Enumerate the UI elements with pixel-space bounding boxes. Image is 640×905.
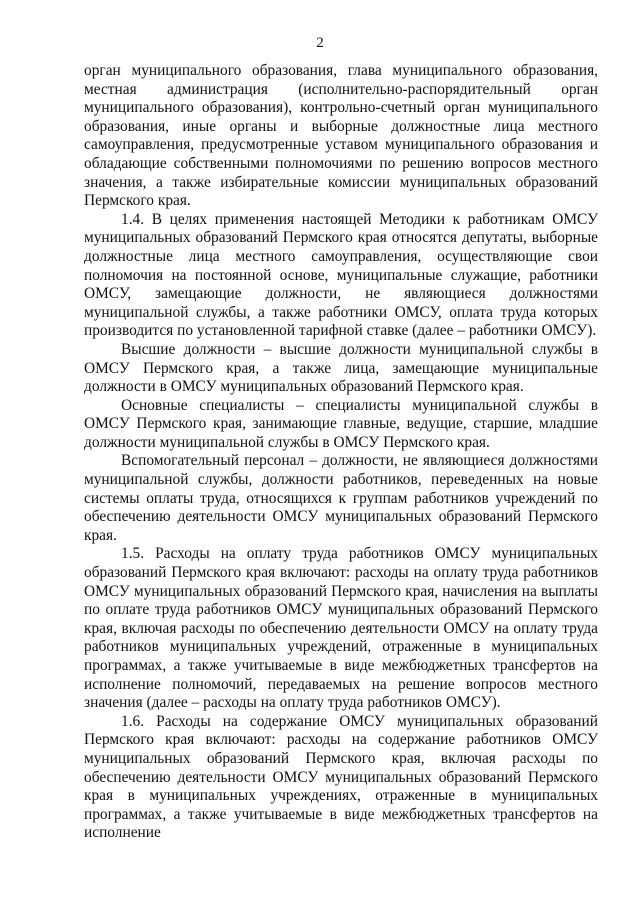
paragraph-1-6: 1.6. Расходы на содержание ОМСУ муниципальных образований Пермского края включают: расходы на содержание работников ОМСУ муниципальных образований Пермского края, включая расходы по обеспечению деятельности ОМСУ муниципальных образований Пермского края в муниципальных учреждениях, отраженные в муниципальных программах, а также учитываемые в виде межбюджетных трансфертов на исполнение bbox=[84, 712, 598, 842]
paragraph-1-4: 1.4. В целях применения настоящей Методики к работникам ОМСУ муниципальных образований Пермского края относятся депутаты, выборные должностные лица местного самоуправления, осуществляющие свои полномочия на постоянной основе, муниципальные служащие, работники ОМСУ, замещающие должности, не являющиеся должностями муниципальной службы, а также работники ОМСУ, оплата труда которых производится по установленной тарифной ставке (далее – работники ОМСУ). bbox=[84, 210, 598, 340]
page-number: 2 bbox=[316, 35, 324, 51]
paragraph-main-specialists: Основные специалисты – специалисты муниципальной службы в ОМСУ Пермского края, занимающие главные, ведущие, старшие, младшие должности муниципальной службы в ОМСУ Пермского края. bbox=[84, 396, 598, 451]
paragraph-continuation: орган муниципального образования, глава муниципального образования, местная администрация (исполнительно-распорядительный орган муниципального образования), контрольно-счетный орган муниципального образования, иные органы и выборные должностные лица местного самоуправления, предусмотренные уставом муниципального образования и обладающие собственными полномочиями по решению вопросов местного значения, а также избирательные комиссии муниципальных образований Пермского края. bbox=[84, 62, 598, 210]
paragraph-high-positions: Высшие должности – высшие должности муниципальной службы в ОМСУ Пермского края, а также лица, замещающие муниципальные должности в ОМСУ муниципальных образований Пермского края. bbox=[84, 340, 598, 396]
document-body bbox=[84, 62, 598, 843]
paragraph-1-5: 1.5. Расходы на оплату труда работников ОМСУ муниципальных образований Пермского края включают: расходы на оплату труда работников ОМСУ муниципальных образований Пермского края, начисления на выплаты по оплате труда работников ОМСУ муниципальных образований Пермского края, включая расходы по обеспечению деятельности ОМСУ на оплату труда работников муниципальных учреждений, отраженные в муниципальных программах, а также учитываемые в виде межбюджетных трансфертов на исполнение полномочий, передаваемых на решение вопросов местного значения (далее – расходы на оплату труда работников ОМСУ). bbox=[84, 545, 598, 712]
paragraph-support-staff: Вспомогательный персонал – должности, не являющиеся должностями муниципальной службы, должности работников, переведенных на новые системы оплаты труда, относящихся к группам работников учреждений по обеспечению деятельности ОМСУ муниципальных образований Пермского края. bbox=[84, 452, 598, 544]
